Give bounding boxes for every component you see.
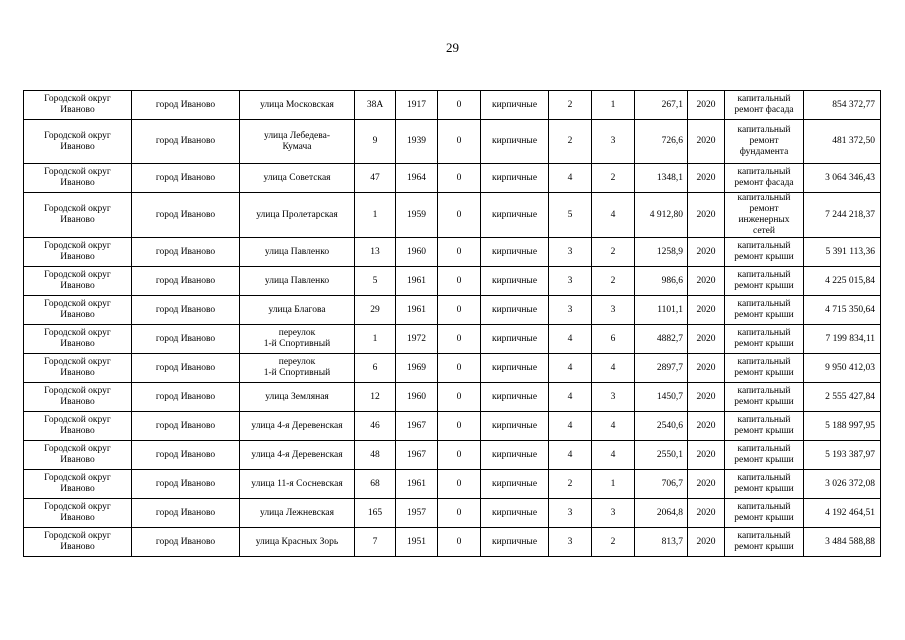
city-cell: город Иваново xyxy=(132,91,240,120)
district-cell: Городской округ Иваново xyxy=(24,383,132,412)
district-cell: Городской округ Иваново xyxy=(24,354,132,383)
entrances-cell: 4 xyxy=(592,441,635,470)
city-cell: город Иваново xyxy=(132,412,240,441)
entrances-cell: 4 xyxy=(592,354,635,383)
area-cell: 813,7 xyxy=(635,528,688,557)
city-cell: город Иваново xyxy=(132,238,240,267)
build-year-cell: 1969 xyxy=(396,354,438,383)
work-type-cell: капитальный ремонт крыши xyxy=(725,238,804,267)
table-row xyxy=(24,354,881,383)
wall-material-cell: кирпичные xyxy=(481,354,549,383)
city-cell: город Иваново xyxy=(132,267,240,296)
street-cell: переулок 1-й Спортивный xyxy=(240,354,355,383)
house-number-cell: 29 xyxy=(355,296,396,325)
zero-cell: 0 xyxy=(438,383,481,412)
area-cell: 2897,7 xyxy=(635,354,688,383)
floors-cell: 4 xyxy=(549,383,592,412)
work-type-cell: капитальный ремонт крыши xyxy=(725,441,804,470)
cost-cell: 7 199 834,11 xyxy=(804,325,881,354)
floors-cell: 3 xyxy=(549,296,592,325)
floors-cell: 4 xyxy=(549,412,592,441)
street-cell: улица Павленко xyxy=(240,238,355,267)
area-cell: 1348,1 xyxy=(635,164,688,193)
street-cell: улица 4-я Деревенская xyxy=(240,412,355,441)
work-type-cell: капитальный ремонт фундамента xyxy=(725,120,804,164)
build-year-cell: 1972 xyxy=(396,325,438,354)
plan-year-cell: 2020 xyxy=(688,193,725,238)
plan-year-cell: 2020 xyxy=(688,296,725,325)
street-cell: улица Павленко xyxy=(240,267,355,296)
cost-cell: 4 715 350,64 xyxy=(804,296,881,325)
area-cell: 726,6 xyxy=(635,120,688,164)
city-cell: город Иваново xyxy=(132,296,240,325)
plan-year-cell: 2020 xyxy=(688,120,725,164)
city-cell: город Иваново xyxy=(132,383,240,412)
district-cell: Городской округ Иваново xyxy=(24,470,132,499)
wall-material-cell: кирпичные xyxy=(481,238,549,267)
floors-cell: 3 xyxy=(549,267,592,296)
cost-cell: 5 193 387,97 xyxy=(804,441,881,470)
district-cell: Городской округ Иваново xyxy=(24,412,132,441)
city-cell: город Иваново xyxy=(132,193,240,238)
district-cell: Городской округ Иваново xyxy=(24,193,132,238)
street-cell: улица Земляная xyxy=(240,383,355,412)
zero-cell: 0 xyxy=(438,412,481,441)
entrances-cell: 2 xyxy=(592,238,635,267)
table-row xyxy=(24,267,881,296)
street-cell: улица 11-я Сосневская xyxy=(240,470,355,499)
house-number-cell: 1 xyxy=(355,193,396,238)
city-cell: город Иваново xyxy=(132,441,240,470)
table-row xyxy=(24,383,881,412)
floors-cell: 4 xyxy=(549,441,592,470)
cost-cell: 5 188 997,95 xyxy=(804,412,881,441)
table-row xyxy=(24,470,881,499)
area-cell: 986,6 xyxy=(635,267,688,296)
area-cell: 267,1 xyxy=(635,91,688,120)
page-number: 29 xyxy=(446,40,459,55)
table-row xyxy=(24,441,881,470)
house-number-cell: 13 xyxy=(355,238,396,267)
floors-cell: 5 xyxy=(549,193,592,238)
district-cell: Городской округ Иваново xyxy=(24,296,132,325)
area-cell: 2064,8 xyxy=(635,499,688,528)
street-cell: улица Московская xyxy=(240,91,355,120)
street-cell: улица Лебедева- Кумача xyxy=(240,120,355,164)
district-cell: Городской округ Иваново xyxy=(24,267,132,296)
table-row xyxy=(24,412,881,441)
entrances-cell: 4 xyxy=(592,412,635,441)
floors-cell: 3 xyxy=(549,528,592,557)
cost-cell: 4 225 015,84 xyxy=(804,267,881,296)
zero-cell: 0 xyxy=(438,193,481,238)
plan-year-cell: 2020 xyxy=(688,164,725,193)
plan-year-cell: 2020 xyxy=(688,238,725,267)
entrances-cell: 2 xyxy=(592,528,635,557)
work-type-cell: капитальный ремонт крыши xyxy=(725,267,804,296)
entrances-cell: 3 xyxy=(592,296,635,325)
city-cell: город Иваново xyxy=(132,354,240,383)
entrances-cell: 2 xyxy=(592,164,635,193)
house-number-cell: 46 xyxy=(355,412,396,441)
cost-cell: 3 064 346,43 xyxy=(804,164,881,193)
wall-material-cell: кирпичные xyxy=(481,296,549,325)
entrances-cell: 1 xyxy=(592,91,635,120)
area-cell: 706,7 xyxy=(635,470,688,499)
district-cell: Городской округ Иваново xyxy=(24,164,132,193)
build-year-cell: 1959 xyxy=(396,193,438,238)
street-cell: улица 4-я Деревенская xyxy=(240,441,355,470)
build-year-cell: 1961 xyxy=(396,296,438,325)
table-row xyxy=(24,499,881,528)
floors-cell: 2 xyxy=(549,91,592,120)
work-type-cell: капитальный ремонт фасада xyxy=(725,91,804,120)
table-row xyxy=(24,238,881,267)
entrances-cell: 3 xyxy=(592,383,635,412)
table-row xyxy=(24,120,881,164)
district-cell: Городской округ Иваново xyxy=(24,120,132,164)
build-year-cell: 1967 xyxy=(396,441,438,470)
street-cell: улица Пролетарская xyxy=(240,193,355,238)
cost-cell: 481 372,50 xyxy=(804,120,881,164)
floors-cell: 3 xyxy=(549,499,592,528)
work-type-cell: капитальный ремонт крыши xyxy=(725,354,804,383)
zero-cell: 0 xyxy=(438,120,481,164)
entrances-cell: 2 xyxy=(592,267,635,296)
zero-cell: 0 xyxy=(438,470,481,499)
area-cell: 2540,6 xyxy=(635,412,688,441)
table-row xyxy=(24,528,881,557)
entrances-cell: 3 xyxy=(592,499,635,528)
cost-cell: 5 391 113,36 xyxy=(804,238,881,267)
wall-material-cell: кирпичные xyxy=(481,193,549,238)
house-number-cell: 47 xyxy=(355,164,396,193)
entrances-cell: 3 xyxy=(592,120,635,164)
table-body xyxy=(24,91,881,557)
housing-repair-table xyxy=(23,90,881,557)
wall-material-cell: кирпичные xyxy=(481,120,549,164)
build-year-cell: 1917 xyxy=(396,91,438,120)
table-row xyxy=(24,193,881,238)
city-cell: город Иваново xyxy=(132,120,240,164)
street-cell: улица Советская xyxy=(240,164,355,193)
work-type-cell: капитальный ремонт крыши xyxy=(725,528,804,557)
work-type-cell: капитальный ремонт крыши xyxy=(725,470,804,499)
plan-year-cell: 2020 xyxy=(688,470,725,499)
house-number-cell: 9 xyxy=(355,120,396,164)
area-cell: 1258,9 xyxy=(635,238,688,267)
floors-cell: 3 xyxy=(549,238,592,267)
area-cell: 2550,1 xyxy=(635,441,688,470)
wall-material-cell: кирпичные xyxy=(481,528,549,557)
wall-material-cell: кирпичные xyxy=(481,267,549,296)
work-type-cell: капитальный ремонт фасада xyxy=(725,164,804,193)
district-cell: Городской округ Иваново xyxy=(24,91,132,120)
street-cell: улица Благова xyxy=(240,296,355,325)
table-row xyxy=(24,296,881,325)
work-type-cell: капитальный ремонт крыши xyxy=(725,383,804,412)
zero-cell: 0 xyxy=(438,499,481,528)
plan-year-cell: 2020 xyxy=(688,528,725,557)
plan-year-cell: 2020 xyxy=(688,412,725,441)
house-number-cell: 165 xyxy=(355,499,396,528)
cost-cell: 7 244 218,37 xyxy=(804,193,881,238)
wall-material-cell: кирпичные xyxy=(481,441,549,470)
wall-material-cell: кирпичные xyxy=(481,383,549,412)
plan-year-cell: 2020 xyxy=(688,499,725,528)
cost-cell: 3 026 372,08 xyxy=(804,470,881,499)
area-cell: 4 912,80 xyxy=(635,193,688,238)
build-year-cell: 1960 xyxy=(396,238,438,267)
house-number-cell: 38А xyxy=(355,91,396,120)
zero-cell: 0 xyxy=(438,354,481,383)
cost-cell: 854 372,77 xyxy=(804,91,881,120)
wall-material-cell: кирпичные xyxy=(481,470,549,499)
district-cell: Городской округ Иваново xyxy=(24,499,132,528)
floors-cell: 2 xyxy=(549,470,592,499)
wall-material-cell: кирпичные xyxy=(481,412,549,441)
house-number-cell: 6 xyxy=(355,354,396,383)
work-type-cell: капитальный ремонт крыши xyxy=(725,412,804,441)
house-number-cell: 1 xyxy=(355,325,396,354)
house-number-cell: 68 xyxy=(355,470,396,499)
cost-cell: 3 484 588,88 xyxy=(804,528,881,557)
zero-cell: 0 xyxy=(438,296,481,325)
floors-cell: 4 xyxy=(549,354,592,383)
zero-cell: 0 xyxy=(438,164,481,193)
house-number-cell: 12 xyxy=(355,383,396,412)
area-cell: 1101,1 xyxy=(635,296,688,325)
build-year-cell: 1951 xyxy=(396,528,438,557)
plan-year-cell: 2020 xyxy=(688,267,725,296)
cost-cell: 4 192 464,51 xyxy=(804,499,881,528)
city-cell: город Иваново xyxy=(132,499,240,528)
build-year-cell: 1939 xyxy=(396,120,438,164)
zero-cell: 0 xyxy=(438,441,481,470)
build-year-cell: 1961 xyxy=(396,470,438,499)
build-year-cell: 1967 xyxy=(396,412,438,441)
area-cell: 1450,7 xyxy=(635,383,688,412)
district-cell: Городской округ Иваново xyxy=(24,238,132,267)
city-cell: город Иваново xyxy=(132,528,240,557)
work-type-cell: капитальный ремонт крыши xyxy=(725,296,804,325)
plan-year-cell: 2020 xyxy=(688,383,725,412)
entrances-cell: 6 xyxy=(592,325,635,354)
build-year-cell: 1960 xyxy=(396,383,438,412)
wall-material-cell: кирпичные xyxy=(481,325,549,354)
entrances-cell: 4 xyxy=(592,193,635,238)
zero-cell: 0 xyxy=(438,267,481,296)
table-row xyxy=(24,164,881,193)
work-type-cell: капитальный ремонт инженерных сетей xyxy=(725,193,804,238)
wall-material-cell: кирпичные xyxy=(481,164,549,193)
district-cell: Городской округ Иваново xyxy=(24,528,132,557)
cost-cell: 2 555 427,84 xyxy=(804,383,881,412)
build-year-cell: 1964 xyxy=(396,164,438,193)
zero-cell: 0 xyxy=(438,528,481,557)
build-year-cell: 1961 xyxy=(396,267,438,296)
area-cell: 4882,7 xyxy=(635,325,688,354)
table-row xyxy=(24,325,881,354)
city-cell: город Иваново xyxy=(132,164,240,193)
wall-material-cell: кирпичные xyxy=(481,499,549,528)
cost-cell: 9 950 412,03 xyxy=(804,354,881,383)
house-number-cell: 5 xyxy=(355,267,396,296)
entrances-cell: 1 xyxy=(592,470,635,499)
street-cell: переулок 1-й Спортивный xyxy=(240,325,355,354)
floors-cell: 4 xyxy=(549,164,592,193)
house-number-cell: 48 xyxy=(355,441,396,470)
street-cell: улица Лежневская xyxy=(240,499,355,528)
district-cell: Городской округ Иваново xyxy=(24,325,132,354)
plan-year-cell: 2020 xyxy=(688,325,725,354)
zero-cell: 0 xyxy=(438,91,481,120)
table-row xyxy=(24,91,881,120)
plan-year-cell: 2020 xyxy=(688,441,725,470)
city-cell: город Иваново xyxy=(132,470,240,499)
floors-cell: 2 xyxy=(549,120,592,164)
zero-cell: 0 xyxy=(438,325,481,354)
zero-cell: 0 xyxy=(438,238,481,267)
work-type-cell: капитальный ремонт крыши xyxy=(725,499,804,528)
district-cell: Городской округ Иваново xyxy=(24,441,132,470)
wall-material-cell: кирпичные xyxy=(481,91,549,120)
house-number-cell: 7 xyxy=(355,528,396,557)
work-type-cell: капитальный ремонт крыши xyxy=(725,325,804,354)
street-cell: улица Красных Зорь xyxy=(240,528,355,557)
plan-year-cell: 2020 xyxy=(688,91,725,120)
build-year-cell: 1957 xyxy=(396,499,438,528)
floors-cell: 4 xyxy=(549,325,592,354)
plan-year-cell: 2020 xyxy=(688,354,725,383)
city-cell: город Иваново xyxy=(132,325,240,354)
